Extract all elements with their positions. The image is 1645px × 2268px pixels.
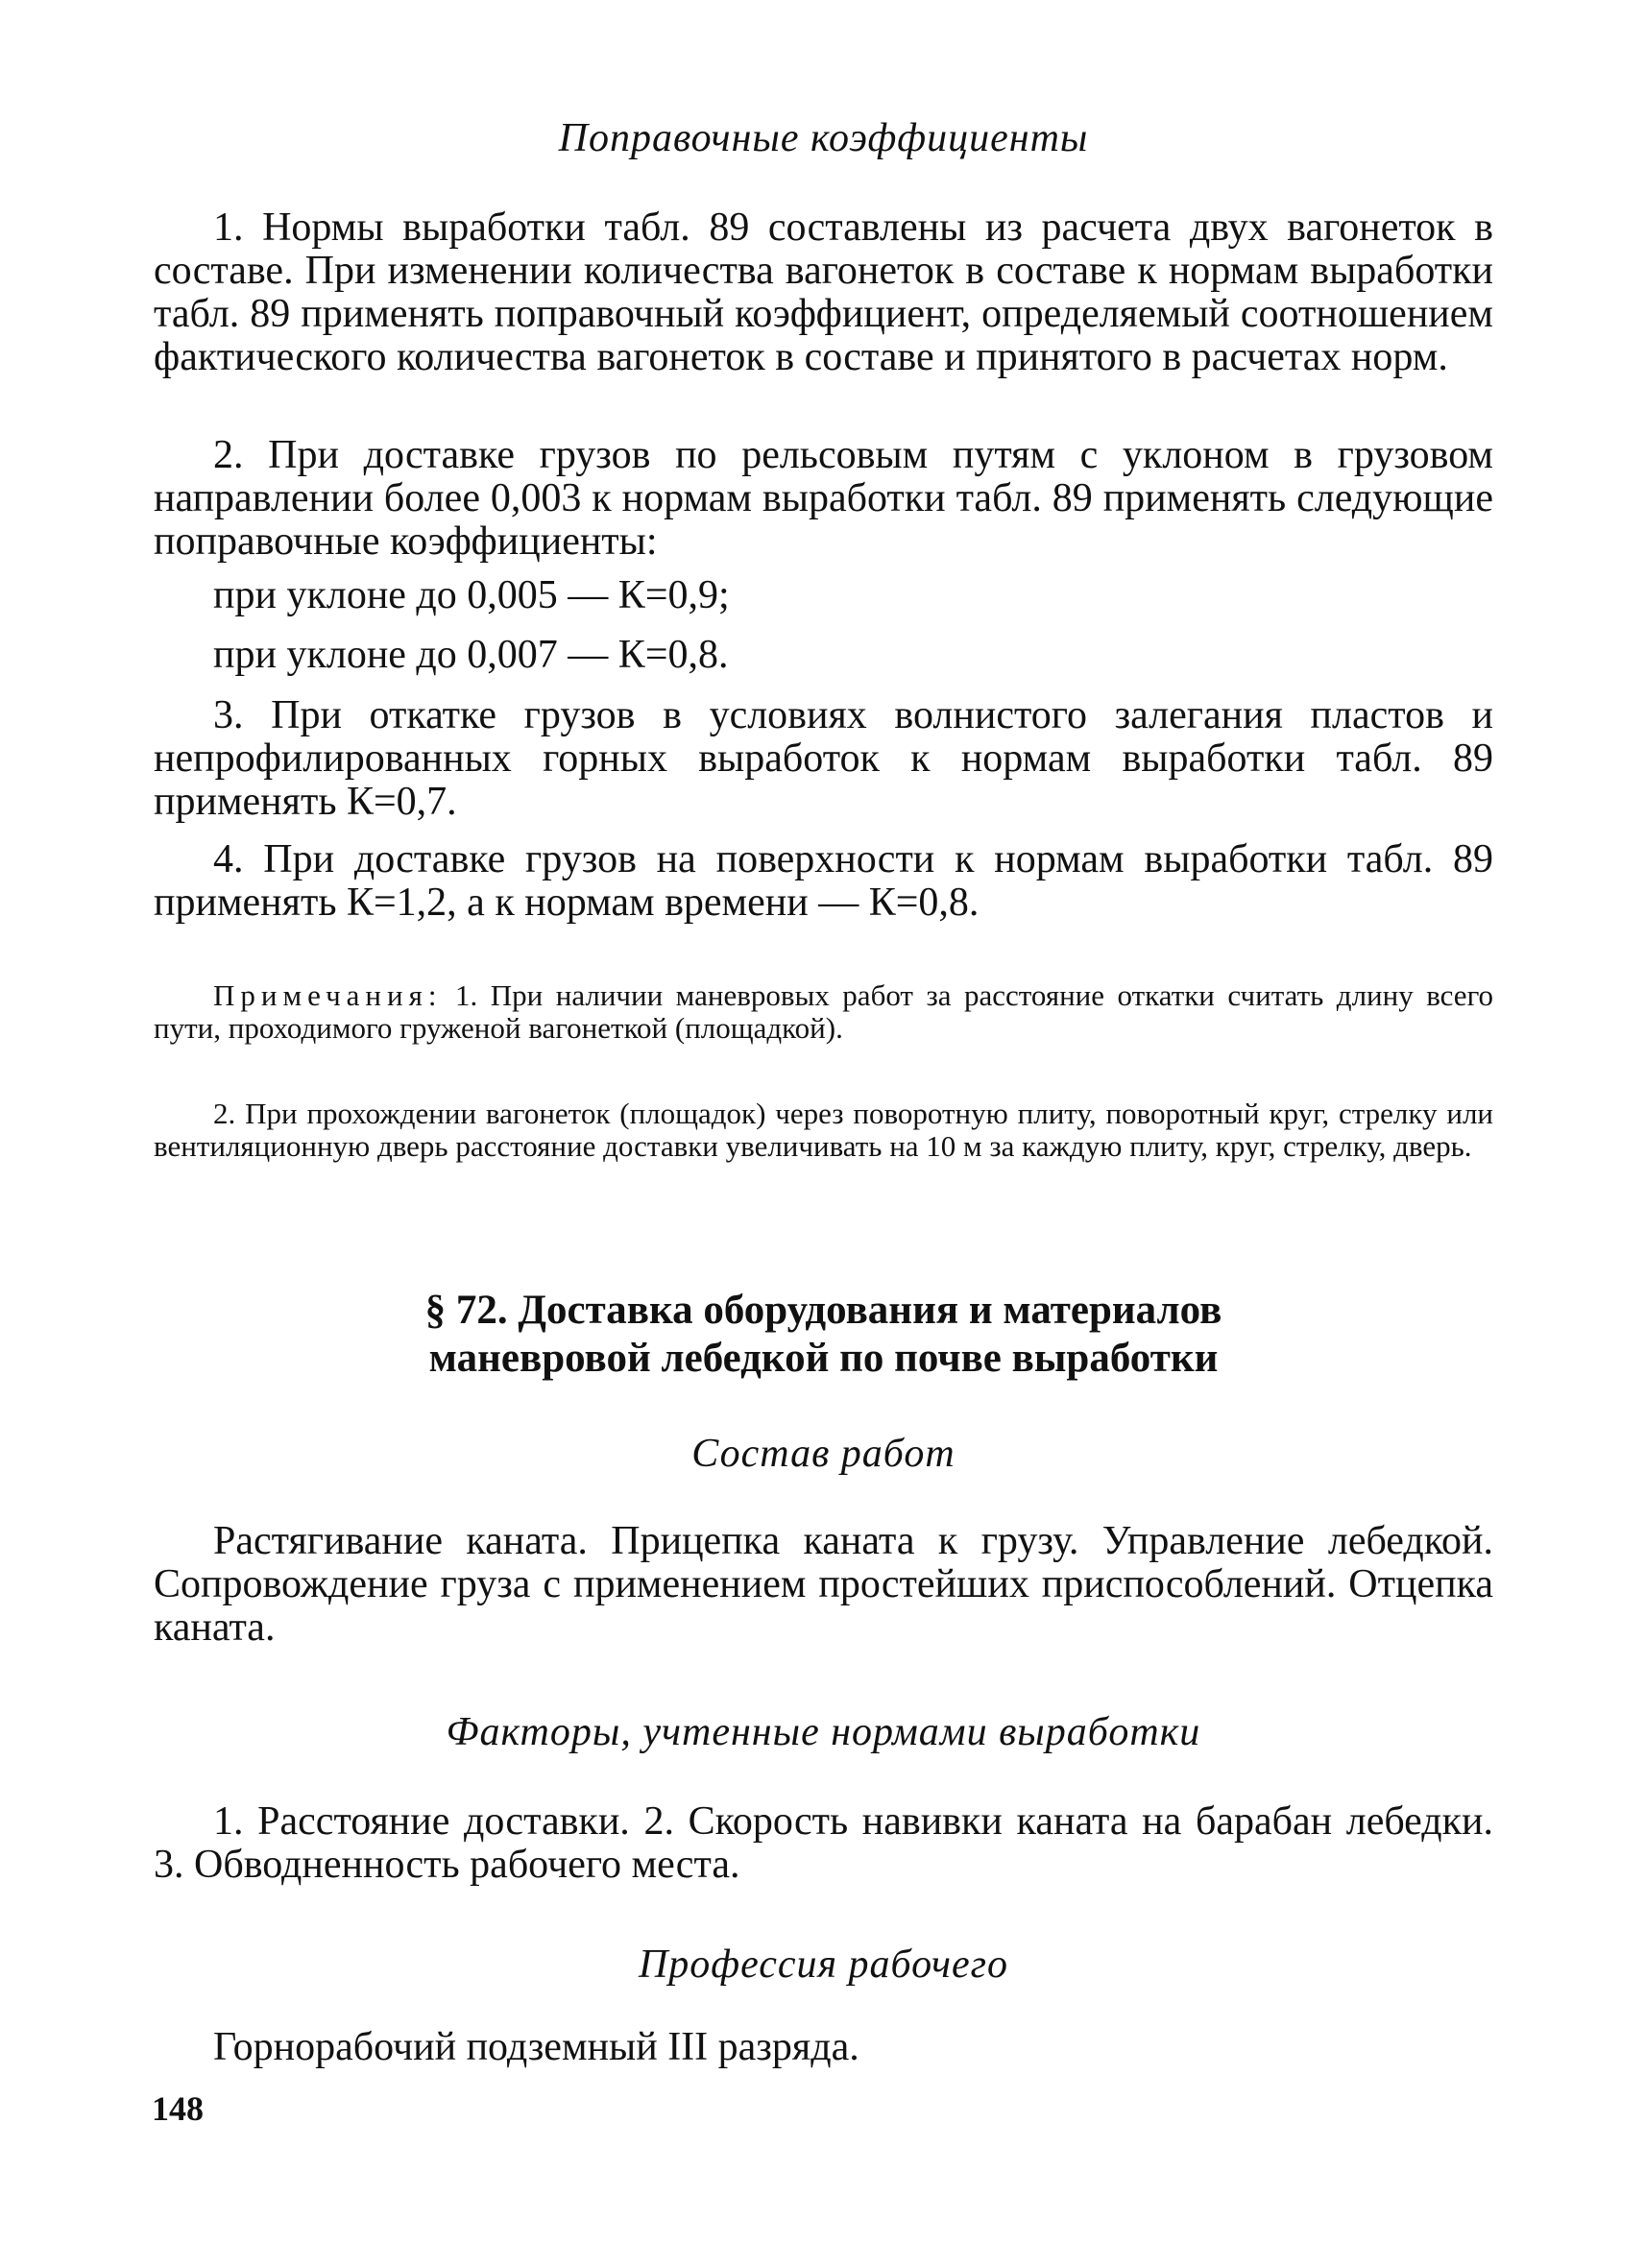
heading-corrections: Поправочные коэффициенты — [558, 116, 1089, 160]
profession-text: Горнорабочий подземный III разряда. — [213, 2025, 859, 2069]
work-composition-text: Растягивание каната. Прицепка каната к грузу. Управление лебедкой. Сопровождение груза с применением простейших приспособлений. Отцепка каната. — [154, 1519, 1493, 1650]
note-1 — [154, 979, 1493, 1045]
note-2: 2. При прохождении вагонеток (площадок) через поворотную плиту, поворотный круг, стрелку или вентиляционную дверь расстояние доставки увеличивать на 10 м за каждую плиту, круг, стрелку, дверь. — [154, 1097, 1493, 1163]
factors-text: 1. Расстояние доставки. 2. Скорость навивки каната на барабан лебедки. 3. Обводненность рабочего места. — [154, 1799, 1493, 1887]
section-title-line-1: § 72. Доставка оборудования и материалов — [424, 1288, 1222, 1333]
paragraph-3: 3. При откатке грузов в условиях волнистого залегания пластов и непрофилированных горных выработок к нормам выработки табл. 89 применять К=0,7. — [154, 693, 1493, 824]
page-number: 148 — [152, 2089, 204, 2128]
section-title-line-2: маневровой лебедкой по почве выработки — [428, 1336, 1219, 1381]
note-1-text: 1. При наличии маневровых работ за расстояние откатки считать длину всего пути, проходимого груженой вагонеткой (площадкой). — [154, 978, 1494, 1045]
heading-work-composition: Состав работ — [691, 1432, 956, 1476]
section-title — [154, 1287, 1493, 1383]
heading-profession: Профессия рабочего — [638, 1942, 1009, 1987]
notes-label: Примечания: — [213, 978, 443, 1012]
paragraph-2: 2. При доставке грузов по рельсовым путям с уклоном в грузовом направлении более 0,003 к нормам выработки табл. 89 применять следующие поправочные коэффициенты: — [154, 433, 1493, 564]
paragraph-4: 4. При доставке грузов на поверхности к нормам выработки табл. 89 применять К=1,2, а к нормам времени — К=0,8. — [154, 837, 1493, 925]
paragraph-slope-007: при уклоне до 0,007 — К=0,8. — [213, 633, 729, 677]
paragraph-1: 1. Нормы выработки табл. 89 составлены из расчета двух вагонеток в составе. При изменении количества вагонеток в составе к нормам выработки табл. 89 применять поправочный коэффициент, определяемый соотношением фактического количества вагонеток в составе и принятого в расчетах норм. — [154, 205, 1493, 379]
heading-factors: Факторы, учтенные нормами выработки — [446, 1710, 1201, 1754]
paragraph-slope-005: при уклоне до 0,005 — К=0,9; — [213, 573, 730, 617]
